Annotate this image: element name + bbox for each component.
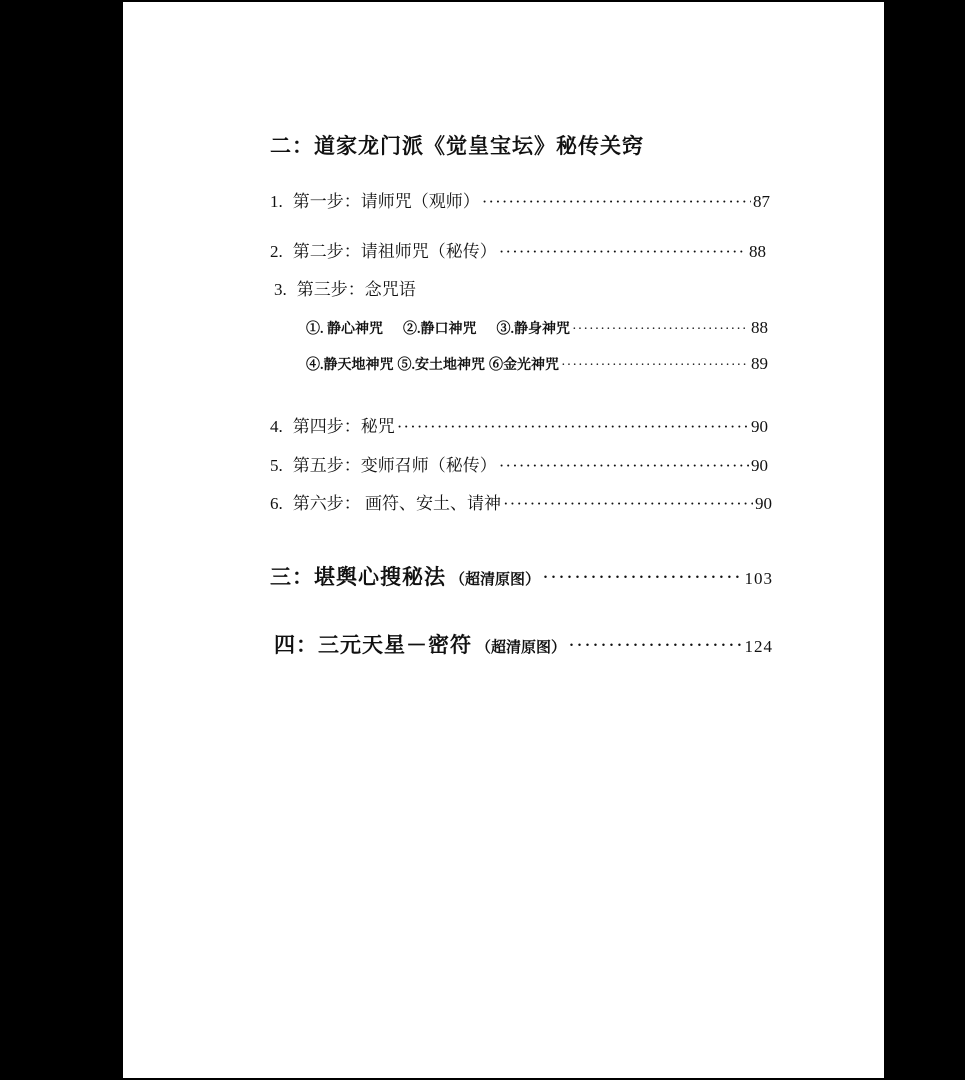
toc-entry-1: [270, 187, 770, 212]
section-2-title: 二：道家龙门派《觉皇宝坛》秘传关窍: [270, 133, 644, 158]
section-4-page: 124: [744, 637, 773, 656]
section-4-title: 四：三元天星－密符: [274, 632, 472, 657]
toc-entry-number: 2.: [270, 242, 283, 261]
toc-entry-number: 5.: [270, 456, 283, 475]
toc-entry-label: 第五步：变师召师（秘传）: [292, 456, 497, 475]
dot-leader: [542, 565, 742, 590]
toc-sub-row-1: [306, 318, 768, 338]
section-3-subtitle: （超清原图）: [450, 572, 541, 588]
toc-entry-3: [274, 275, 416, 300]
toc-entry-label: 第三步：念咒语: [296, 280, 416, 299]
section-3-title: 三：堪舆心搜秘法: [270, 564, 446, 589]
section-2-heading: [270, 130, 644, 160]
toc-sub-page: 89: [751, 354, 768, 373]
toc-entry-label: 第一步：请师咒（观师）: [292, 192, 480, 211]
toc-entry-label: 第六步： 画符、安土、请神: [292, 494, 501, 513]
toc-entry-label: 第二步：请祖师咒（秘传）: [292, 242, 497, 261]
section-4-heading: [274, 629, 773, 659]
toc-sub-item: ⑤.安土地神咒: [397, 358, 485, 373]
section-3-page: 103: [744, 569, 773, 588]
toc-sub-row-2: [306, 354, 768, 374]
toc-sub-item: ②.静口神咒: [403, 322, 477, 337]
toc-sub-item: ①. 静心神咒: [306, 322, 383, 337]
toc-sub-item: ③.静身神咒: [496, 322, 570, 337]
toc-sub-page: 88: [751, 318, 768, 337]
dot-leader: [568, 633, 742, 658]
toc-entry-page: 90: [751, 456, 768, 475]
toc-entry-number: 6.: [270, 494, 283, 513]
dot-leader: [397, 417, 749, 437]
toc-entry-5: [270, 451, 768, 476]
toc-entry-page: 90: [751, 417, 768, 436]
toc-sub-item: ⑥金光神咒: [489, 358, 559, 373]
section-3-heading: [270, 561, 773, 591]
toc-entry-page: 90: [755, 494, 772, 513]
section-4-subtitle: （超清原图）: [476, 640, 567, 656]
toc-entry-page: 87: [753, 192, 770, 211]
dot-leader: [482, 192, 751, 212]
toc-entry-2: [270, 237, 766, 262]
toc-entry-6: [270, 489, 772, 514]
toc-entry-number: 4.: [270, 417, 283, 436]
toc-sub-item: ④.静天地神咒: [306, 358, 394, 373]
toc-entry-number: 1.: [270, 192, 283, 211]
toc-entry-4: [270, 412, 768, 437]
toc-entry-label: 第四步：秘咒: [292, 417, 395, 436]
document-page: [123, 2, 884, 1078]
toc-entry-number: 3.: [274, 280, 287, 299]
dot-leader: [499, 242, 747, 262]
dot-leader: [499, 456, 749, 476]
dot-leader: [572, 322, 749, 338]
dot-leader: [561, 358, 749, 374]
toc-entry-page: 88: [749, 242, 766, 261]
dot-leader: [503, 494, 753, 514]
